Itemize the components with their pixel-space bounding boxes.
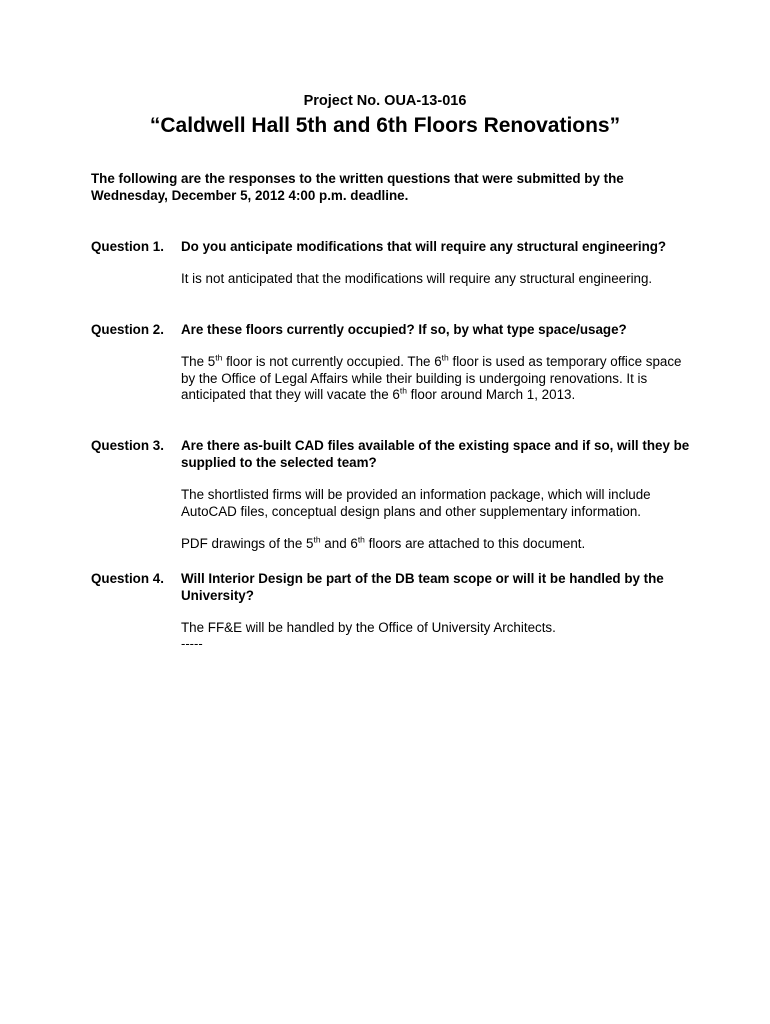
document-title: “Caldwell Hall 5th and 6th Floors Renovations” bbox=[149, 114, 621, 137]
end-marker: ----- bbox=[181, 635, 203, 651]
answer-text: It is not anticipated that the modifications will require any structural engineering. bbox=[181, 271, 653, 286]
question-label: Question 2. bbox=[91, 322, 164, 337]
project-number: Project No. OUA-13-016 bbox=[303, 93, 467, 109]
question-text: Do you anticipate modifications that will require any structural engineering? bbox=[181, 239, 667, 254]
answer-text: The shortlisted firms will be provided an information package, which will include AutoCAD files, conceptual design plans and other supplementary information. bbox=[181, 487, 651, 519]
question-text: Are there as-built CAD files available of the existing space and if so, will they be supplied to the selected team? bbox=[181, 438, 690, 470]
question-text: Are these floors currently occupied? If so, by what type space/usage? bbox=[181, 322, 627, 337]
question-block-2 bbox=[91, 321, 691, 404]
question-label: Question 3. bbox=[91, 438, 164, 453]
question-block-3 bbox=[91, 437, 691, 553]
intro-paragraph: The following are the responses to the written questions that were submitted by the Wednesday, December 5, 2012 4:00 p.m. deadline. bbox=[91, 171, 624, 203]
question-label: Question 4. bbox=[91, 571, 164, 586]
answer-text: The FF&E will be handled by the Office of University Architects. bbox=[181, 620, 556, 635]
question-block-1 bbox=[91, 238, 691, 288]
question-block-4 bbox=[91, 570, 691, 651]
question-label: Question 1. bbox=[91, 239, 164, 254]
question-text: Will Interior Design be part of the DB team scope or will it be handled by the University? bbox=[181, 571, 664, 603]
answer-text: The 5th floor is not currently occupied. The 6th floor is used as temporary office space by the Office of Legal Affairs while their building is undergoing renovations. It is anticipated that they will vacate the 6th floor around March 1, 2013. bbox=[181, 352, 682, 402]
answer-text-2: PDF drawings of the 5th and 6th floors are attached to this document. bbox=[181, 534, 586, 551]
